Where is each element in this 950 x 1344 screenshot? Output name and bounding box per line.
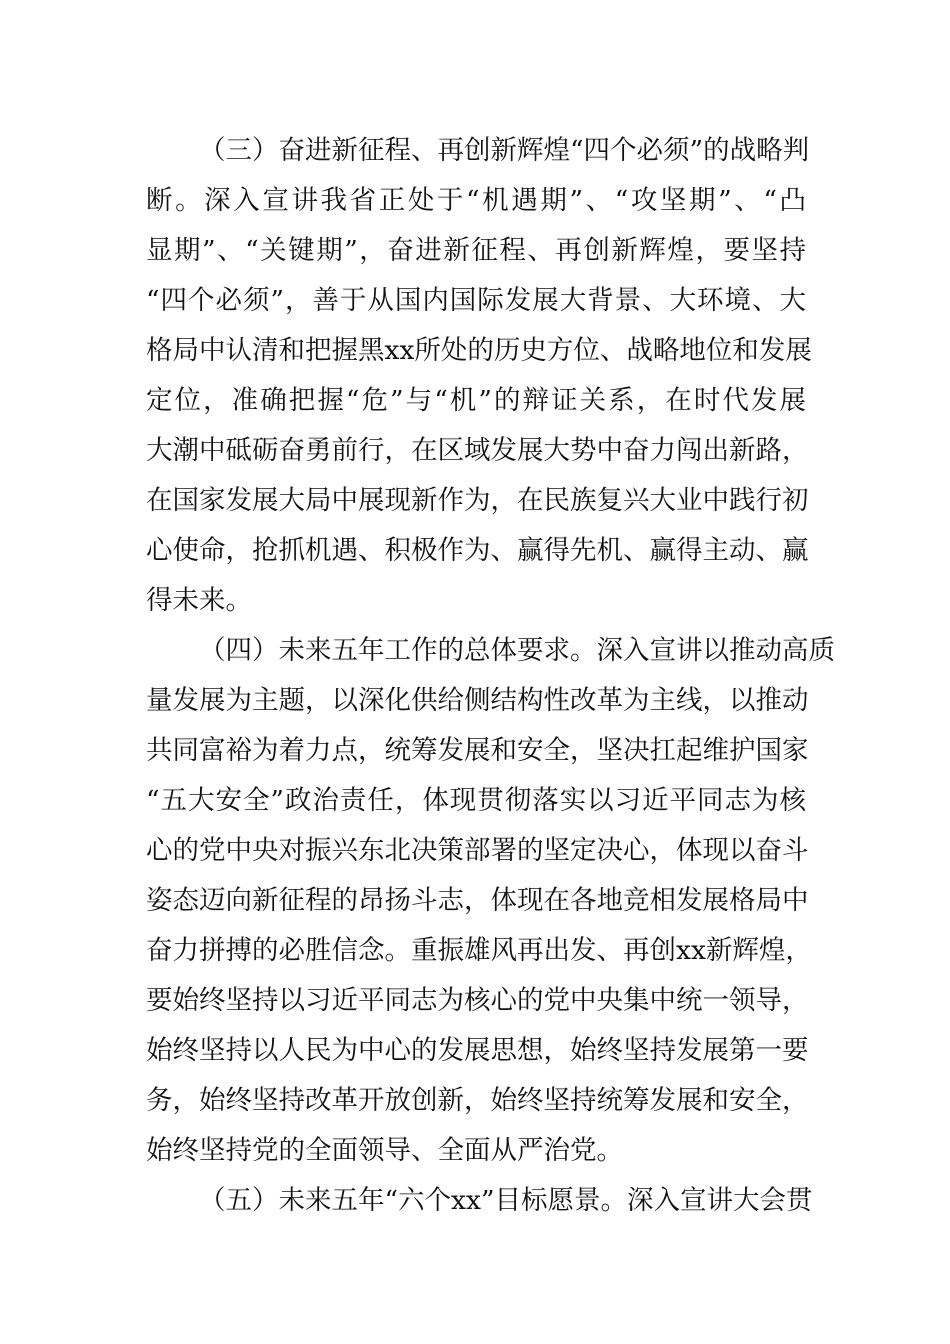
text-line: 共同富裕为着力点，统筹发展和安全，坚决扛起维护国家 — [146, 735, 809, 766]
text-line: 奋力拼搏的必胜信念。重振雄风再出发、再创xx新辉煌， — [146, 935, 812, 966]
text-line: 断。深入宣讲我省正处于“机遇期”、“攻坚期”、“凸 — [146, 185, 806, 216]
text-line: 显期”、“关键期”，奋进新征程、再创新辉煌，要坚持 — [146, 235, 806, 266]
text-line: 在国家发展大局中展现新作为，在民族复兴大业中践行初 — [146, 485, 809, 516]
text-line: 心使命，抢抓机遇、积极作为、赢得先机、赢得主动、赢 — [146, 535, 809, 566]
document-body — [146, 126, 835, 1226]
text-line: 心的党中央对振兴东北决策部署的坚定决心，体现以奋斗 — [146, 835, 809, 866]
text-line: （四）未来五年工作的总体要求。深入宣讲以推动高质 — [199, 635, 835, 666]
text-line: 得未来。 — [146, 585, 252, 616]
text-line: “五大安全”政治责任，体现贯彻落实以习近平同志为核 — [146, 785, 806, 816]
paragraph-section-4 — [146, 626, 835, 1176]
text-line: （三）奋进新征程、再创新辉煌“四个必须”的战略判 — [199, 135, 810, 166]
text-line: 大潮中砥砺奋勇前行，在区域发展大势中奋力闯出新路， — [146, 435, 809, 466]
paragraph-section-3 — [146, 126, 812, 626]
text-line: 始终坚持党的全面领导、全面从严治党。 — [146, 1135, 623, 1166]
text-line: （五）未来五年“六个xx”目标愿景。深入宣讲大会贯 — [199, 1185, 813, 1216]
text-line: 量发展为主题，以深化供给侧结构性改革为主线，以推动 — [146, 685, 809, 716]
text-line: 格局中认清和把握黑xx所处的历史方位、战略地位和发展 — [146, 335, 812, 366]
text-line: 姿态迈向新征程的昂扬斗志，体现在各地竞相发展格局中 — [146, 885, 809, 916]
paragraph-section-5 — [146, 1176, 813, 1226]
text-line: 要始终坚持以习近平同志为核心的党中央集中统一领导， — [146, 985, 809, 1016]
text-line: 务，始终坚持改革开放创新，始终坚持统筹发展和安全， — [146, 1085, 809, 1116]
text-line: “四个必须”，善于从国内国际发展大背景、大环境、大 — [146, 285, 806, 316]
text-line: 始终坚持以人民为中心的发展思想，始终坚持发展第一要 — [146, 1035, 809, 1066]
text-line: 定位，准确把握“危”与“机”的辩证关系，在时代发展 — [146, 385, 806, 416]
